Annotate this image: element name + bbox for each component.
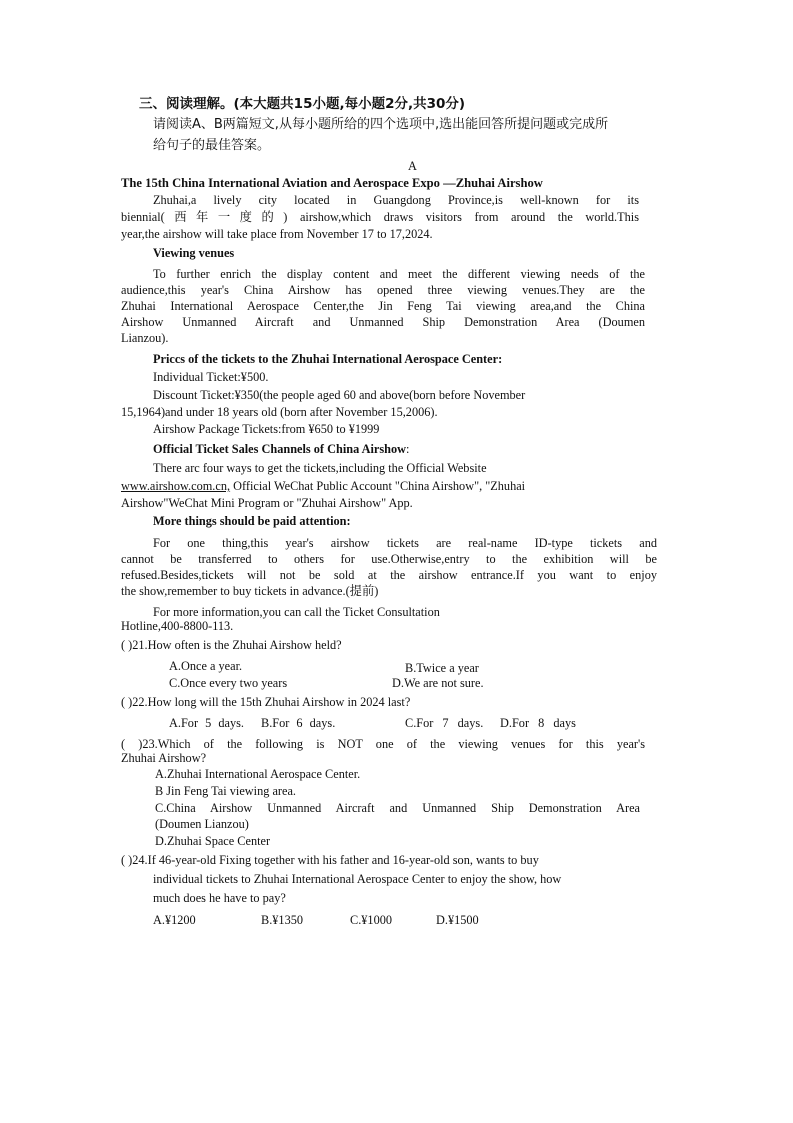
passage-title: The 15th China International Aviation and Aerospace Expo —Zhuhai Airshow — [121, 176, 543, 190]
passage-label: A — [408, 159, 417, 173]
info-line-1: For more information,you can call the Ticket Consultation — [153, 605, 440, 619]
section-instruction-line-1: 请阅读A、B两篇短文,从每小题所给的四个选项中,选出能回答所提问题或完成所 — [153, 117, 609, 132]
q24-option-c: C.¥1000 — [350, 913, 393, 927]
question-22-stem: ( )22.How long will the 15th Zhuhai Airshow in 2024 last? — [121, 695, 411, 709]
q24-option-b: B.¥1350 — [261, 913, 304, 927]
q22-option-a: A.For 5 days. — [169, 716, 244, 730]
q24-option-d: D.¥1500 — [436, 913, 479, 927]
section-heading: 三、阅读理解。(本大题共15小题,每小题2分,共30分) — [139, 96, 466, 112]
channels-line-1: There arc four ways to get the tickets,including the Official Website — [153, 461, 487, 475]
q23-option-d: D.Zhuhai Space Center — [155, 834, 271, 848]
price-individual: Individual Ticket:¥500. — [153, 370, 269, 384]
official-website-link[interactable]: www.airshow.com.cn, — [121, 479, 231, 493]
question-23-stem-line-1: ( )23.Which of the following is NOT one of the viewing venues for this year's — [121, 737, 645, 751]
attention-heading: More things should be paid attention: — [153, 514, 351, 528]
q21-option-c: C.Once every two years — [169, 676, 288, 690]
venues-line-1: To further enrich the display content and meet the different viewing needs of the — [153, 267, 645, 281]
q21-option-a: A.Once a year. — [169, 659, 243, 673]
question-24-stem-line-3: much does he have to pay? — [153, 891, 286, 905]
q24-option-a: A.¥1200 — [153, 913, 196, 927]
q22-option-c: C.For 7 days. — [405, 716, 484, 730]
attention-line-3: refused.Besides,tickets will not be sold at the airshow entrance.If you want to enjoy — [121, 568, 657, 582]
question-23-stem-line-2: Zhuhai Airshow? — [121, 751, 207, 765]
q23-option-c-line-2: (Doumen Lianzou) — [155, 817, 249, 831]
attention-line-1: For one thing,this year's airshow tickets are real-name ID-type tickets and — [153, 536, 657, 550]
channels-line-3: Airshow"WeChat Mini Program or "Zhuhai Airshow" App. — [121, 496, 413, 510]
q22-option-d: D.For 8 days — [500, 716, 576, 730]
attention-line-4: the show,remember to buy tickets in advance.(提前) — [121, 584, 379, 598]
price-discount-line-1: Discount Ticket:¥350(the people aged 60 and above(born before November — [153, 388, 526, 402]
q21-option-b: B.Twice a year — [405, 661, 479, 675]
question-21-stem: ( )21.How often is the Zhuhai Airshow held? — [121, 638, 342, 652]
q22-option-b: B.For 6 days. — [261, 716, 336, 730]
section-instruction-line-2: 给句子的最佳答案。 — [153, 138, 271, 153]
channels-line-2-text: Official WeChat Public Account "China Airshow", "Zhuhai — [230, 479, 526, 493]
venues-line-3: Zhuhai International Aerospace Center,the Jin Feng Tai viewing area,and the China — [121, 299, 645, 313]
prices-heading: Priccs of the tickets to the Zhuhai International Aerospace Center: — [153, 352, 503, 366]
venues-heading: Viewing venues — [153, 246, 235, 260]
question-24-stem-line-2: individual tickets to Zhuhai International Aerospace Center to enjoy the show, how — [153, 872, 562, 886]
channels-line-2 — [121, 478, 525, 494]
q23-option-c-line-1: C.China Airshow Unmanned Aircraft and Unmanned Ship Demonstration Area — [155, 801, 640, 815]
venues-line-2: audience,this year's China Airshow has opened three viewing venues.They are the — [121, 283, 645, 297]
venues-line-5: Lianzou). — [121, 331, 169, 345]
q23-option-b: B Jin Feng Tai viewing area. — [155, 784, 296, 798]
intro-line-2: biennial(西年一度的) airshow,which draws visitors from around the world.This — [121, 210, 639, 224]
channels-heading-line — [153, 441, 409, 457]
price-package: Airshow Package Tickets:from ¥650 to ¥1999 — [153, 422, 380, 436]
channels-heading: Official Ticket Sales Channels of China Airshow — [153, 442, 407, 456]
intro-line-3: year,the airshow will take place from November 17 to 17,2024. — [121, 227, 433, 241]
intro-line-1: Zhuhai,a lively city located in Guangdong Province,is well-known for its — [153, 193, 639, 207]
venues-line-4: Airshow Unmanned Aircraft and Unmanned Ship Demonstration Area (Doumen — [121, 315, 645, 329]
q23-option-a: A.Zhuhai International Aerospace Center. — [155, 767, 361, 781]
channels-heading-colon: : — [406, 442, 410, 456]
info-line-2: Hotline,400-8800-113. — [121, 619, 234, 633]
attention-line-2: cannot be transferred to others for use.Otherwise,entry to the exhibition will be — [121, 552, 657, 566]
q21-option-d: D.We are not sure. — [392, 676, 484, 690]
question-24-stem-line-1: ( )24.If 46-year-old Fixing together with his father and 16-year-old son, wants to buy — [121, 853, 539, 867]
price-discount-line-2: 15,1964)and under 18 years old (born after November 15,2006). — [121, 405, 438, 419]
